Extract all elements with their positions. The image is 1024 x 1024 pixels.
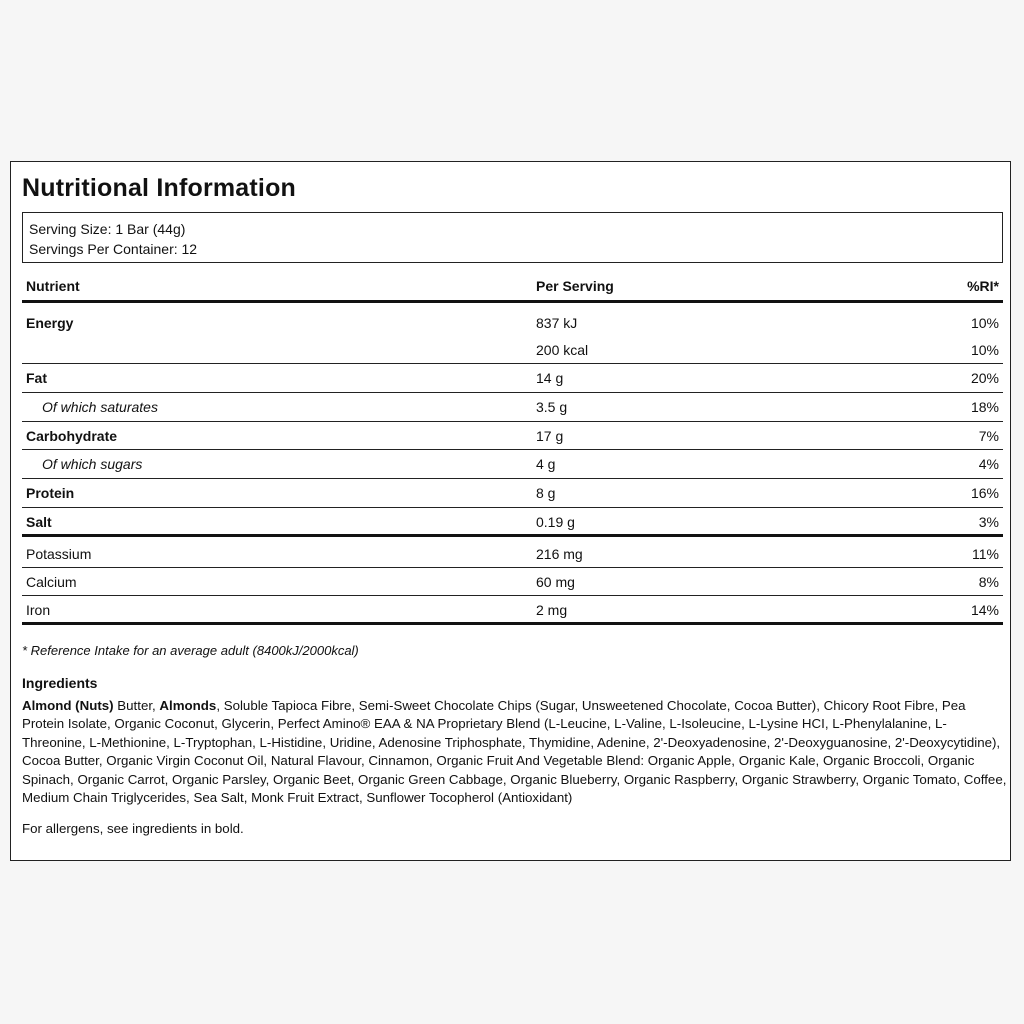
table-row-saturates xyxy=(22,393,1003,422)
servings-per-container: Servings Per Container: 12 xyxy=(29,241,198,257)
ingredients-heading: Ingredients xyxy=(22,675,98,691)
mineral-value: 60 mg xyxy=(536,573,575,590)
nutrient-value: 17 g xyxy=(536,427,564,444)
serving-size: Serving Size: 1 Bar (44g) xyxy=(29,221,186,237)
nutrient-label: Of which saturates xyxy=(42,398,158,415)
nutrient-value: 4 g xyxy=(536,456,556,473)
header-nutrient: Nutrient xyxy=(26,278,80,294)
table-row-salt xyxy=(22,508,1003,537)
energy-kj-ri: 10% xyxy=(970,315,999,331)
nutrient-ri: 16% xyxy=(970,485,999,502)
nutrient-value: 8 g xyxy=(536,485,556,502)
header-ri: %RI* xyxy=(967,278,999,294)
page-title: Nutritional Information xyxy=(22,174,297,202)
nutrient-value: 3.5 g xyxy=(536,398,568,415)
table-row-protein xyxy=(22,479,1003,508)
table-row-fat xyxy=(22,364,1003,393)
nutrient-ri: 4% xyxy=(978,456,999,473)
nutrient-label: Salt xyxy=(26,513,52,530)
nutrient-label: Carbohydrate xyxy=(26,427,118,444)
nutrition-panel xyxy=(10,161,1011,861)
ingredients-text xyxy=(22,697,1007,807)
allergen-almond-nuts: Almond (Nuts) xyxy=(22,698,114,713)
allergen-note: For allergens, see ingredients in bold. xyxy=(22,821,244,836)
mineral-value: 216 mg xyxy=(536,545,583,562)
nutrient-label: Protein xyxy=(26,485,75,502)
nutrient-ri: 3% xyxy=(978,513,999,530)
table-row-energy xyxy=(22,303,1003,364)
nutrient-label: Of which sugars xyxy=(42,456,143,473)
nutrient-value: 0.19 g xyxy=(536,513,575,530)
mineral-value: 2 mg xyxy=(536,602,568,619)
nutrient-ri: 18% xyxy=(970,398,999,415)
energy-label: Energy xyxy=(26,315,74,331)
ingredients-part-2: , Soluble Tapioca Fibre, Semi-Sweet Chocolate Chips (Sugar, Unsweetened Chocolate, Cocoa Butter), Chicory Root Fibre, Pea Protein Isolate, Organic Coconut, Glycerin, Perfect Amino® EAA & NA Proprietary Blend (L-Leucine, L-Valine, L-Isoleucine, L-Lysine HCI, L-Phenylalanine, L-Threonine, L-Methionine, L-Tryptophan, L-Histidine, Uridine, Adenosine Triphosphate, Thymidine, Adenine, 2'-Deoxyadenosine, 2'-Deoxyguanosine, 2'-Deoxycytidine), Cocoa Butter, Organic Virgin Coconut Oil, Natural Flavour, Cinnamon, Organic Fruit And Vegetable Blend: Organic Apple, Organic Kale, Organic Broccoli, Organic Spinach, Organic Carrot, Organic Parsley, Organic Beet, Organic Green Cabbage, Organic Blueberry, Organic Raspberry, Organic Strawberry, Organic Tomato, Coffee, Medium Chain Triglycerides, Sea Salt, Monk Fruit Extract, Sunflower Tocopherol (Antioxidant) xyxy=(22,698,1007,806)
ingredients-part-1: Butter, xyxy=(113,698,160,713)
table-row-potassium xyxy=(22,537,1003,568)
table-row-carbohydrate xyxy=(22,422,1003,451)
mineral-ri: 11% xyxy=(972,545,999,562)
table-row-calcium xyxy=(22,568,1003,597)
nutrition-table xyxy=(22,273,1003,625)
mineral-ri: 8% xyxy=(978,573,999,590)
mineral-ri: 14% xyxy=(970,602,999,619)
nutrient-label: Fat xyxy=(26,370,47,386)
energy-kj-value: 837 kJ xyxy=(536,315,578,331)
header-per-serving: Per Serving xyxy=(536,278,614,294)
mineral-label: Iron xyxy=(26,602,51,619)
energy-kcal-ri: 10% xyxy=(970,342,999,358)
table-row-sugars xyxy=(22,450,1003,479)
mineral-label: Potassium xyxy=(26,545,92,562)
nutrient-ri: 20% xyxy=(970,370,999,386)
serving-info-box xyxy=(22,212,1003,263)
table-row-iron xyxy=(22,596,1003,625)
table-header-row xyxy=(22,273,1003,303)
mineral-label: Calcium xyxy=(26,573,77,590)
reference-intake-footnote: * Reference Intake for an average adult (8400kJ/2000kcal) xyxy=(22,643,359,658)
nutrient-ri: 7% xyxy=(978,427,999,444)
allergen-almonds: Almonds xyxy=(159,698,217,713)
energy-kcal-value: 200 kcal xyxy=(536,342,589,358)
nutrient-value: 14 g xyxy=(536,370,564,386)
